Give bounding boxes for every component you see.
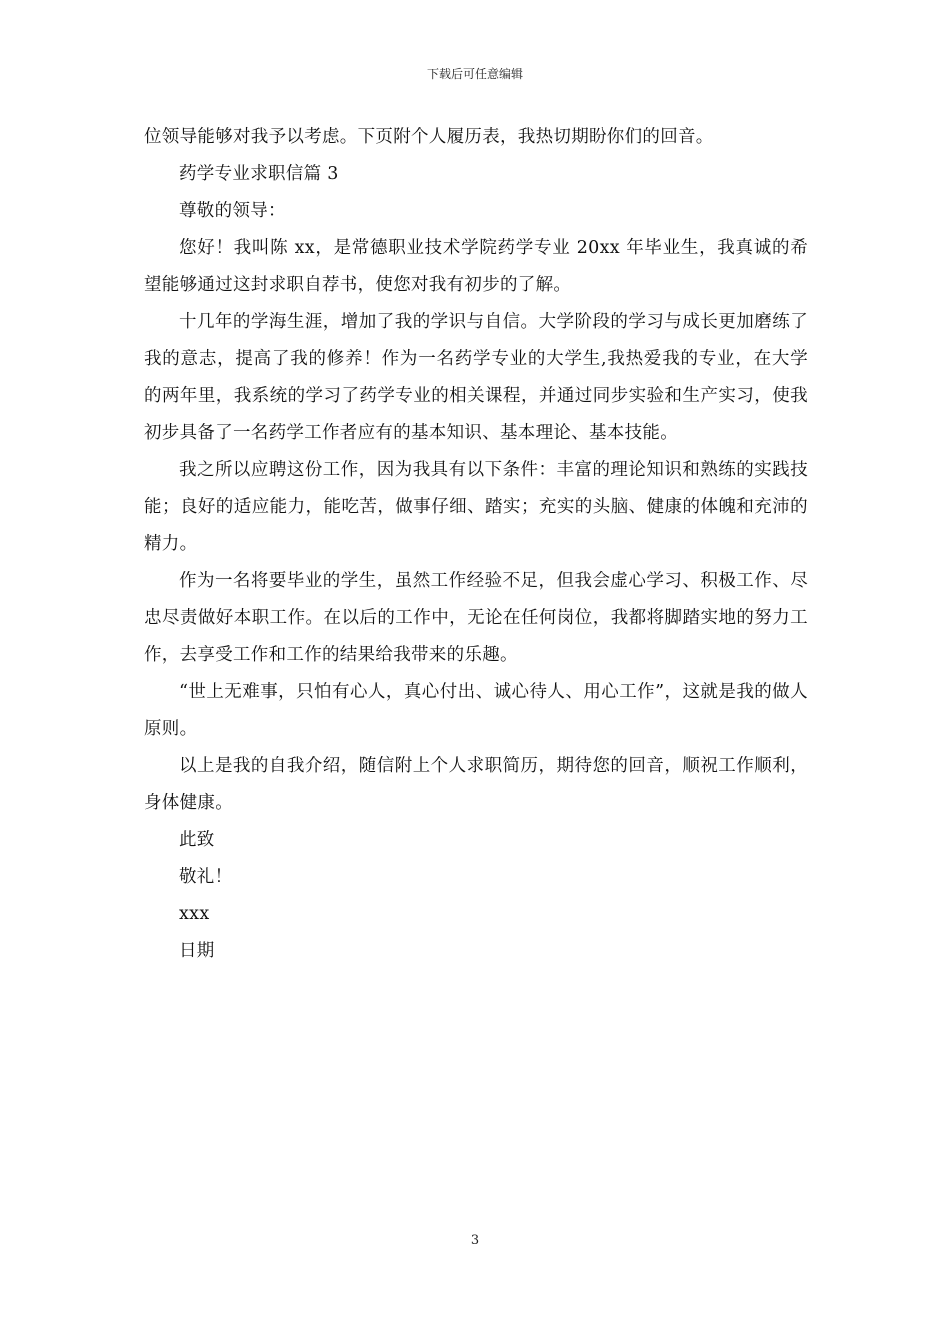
paragraph-closing: 以上是我的自我介绍，随信附上个人求职简历，期待您的回音，顺祝工作顺利，身体健康。 [144,756,808,813]
header-text: 下载后可任意编辑 [426,67,523,81]
document-body [144,119,808,970]
page-header [0,66,950,82]
paragraph-greeting: 您好！我叫陈 xx，是常德职业技术学院药学专业 20xx 年毕业生，我真诚的希望能够通过这封求职自荐书，使您对我有初步的了解。 [144,238,808,295]
date: 日期 [179,941,215,961]
closing-line-1: 此致 [179,830,215,850]
paragraph-principle: “世上无难事，只怕有心人，真心付出、诚心待人、用心工作”，这就是我的做人原则。 [144,682,808,739]
section-title: 药学专业求职信篇 3 [179,164,339,184]
paragraph-study: 十几年的学海生涯，增加了我的学识与自信。大学阶段的学习与成长更加磨练了我的意志，提高了我的修养！作为一名药学专业的大学生,我热爱我的专业，在大学的两年里，我系统的学习了药学专业的相关课程，并通过同步实验和生产实习，使我初步具备了一名药学工作者应有的基本知识、基本理论、基本技能。 [144,312,808,443]
salutation: 尊敬的领导： [179,201,286,221]
paragraph-attitude: 作为一名将要毕业的学生，虽然工作经验不足，但我会虚心学习、积极工作、尽忠尽责做好本职工作。在以后的工作中，无论在任何岗位，我都将脚踏实地的努力工作，去享受工作和工作的结果给我带来的乐趣。 [144,571,808,665]
paragraph-continued: 位领导能够对我予以考虑。下页附个人履历表，我热切期盼你们的回音。 [144,127,714,147]
page-footer [0,1233,950,1249]
paragraph-conditions: 我之所以应聘这份工作，因为我具有以下条件：丰富的理论知识和熟练的实践技能；良好的适应能力，能吃苦，做事仔细、踏实；充实的头脑、健康的体魄和充沛的精力。 [144,460,808,554]
signature: xxx [179,904,210,924]
page-number: 3 [470,1233,480,1248]
closing-line-2: 敬礼！ [179,867,233,887]
